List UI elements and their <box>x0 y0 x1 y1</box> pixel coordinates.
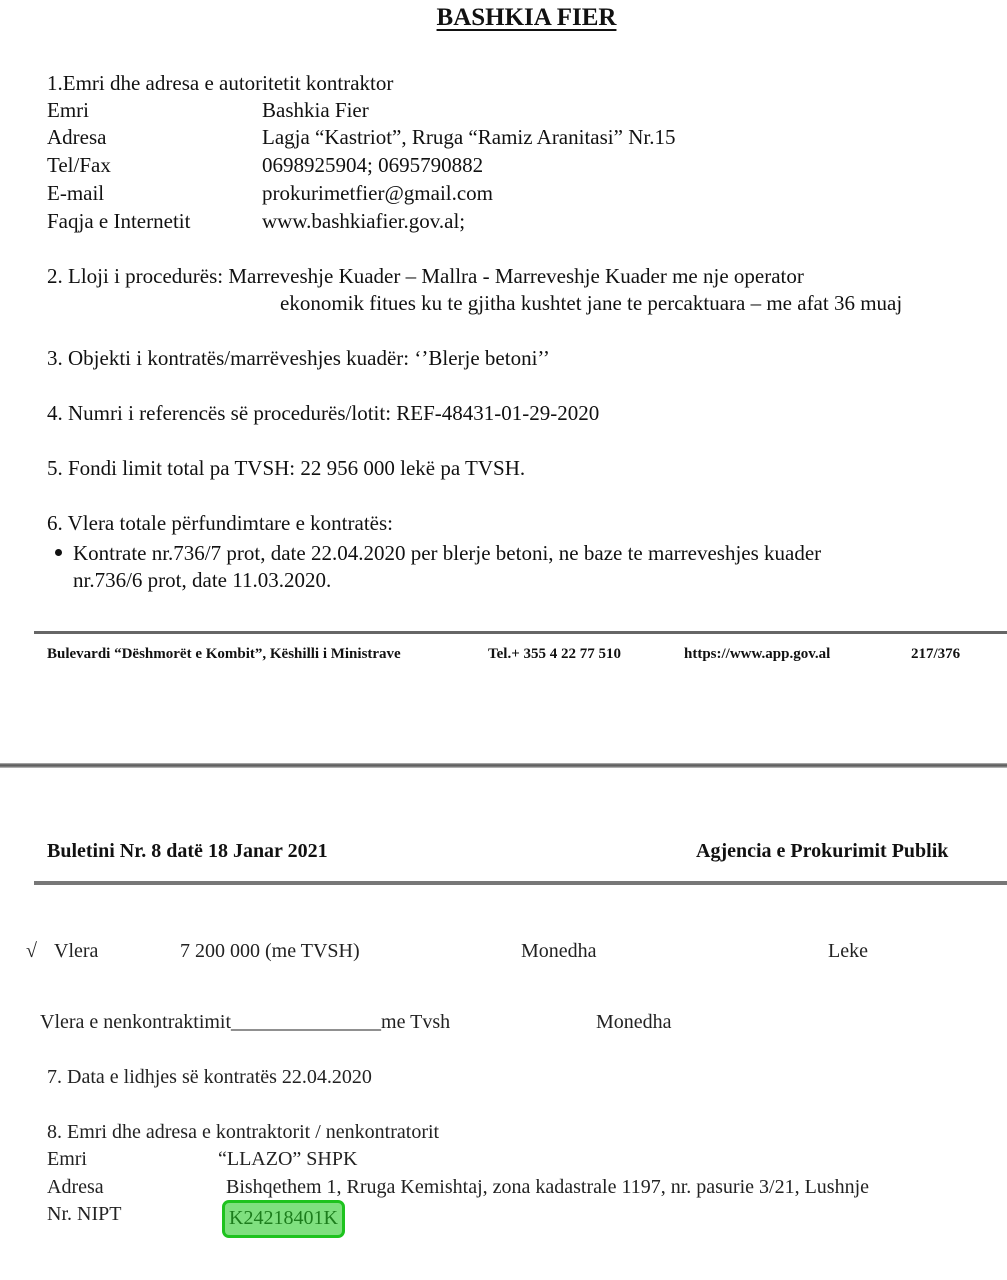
currency-label: Monedha <box>521 940 597 962</box>
contractor-address-value: Bishqethem 1, Rruga Kemishtaj, zona kadastrale 1197, nr. pasurie 3/21, Lushnje <box>226 1176 870 1198</box>
subcontract-label-text: Vlera e nenkontraktimit <box>40 1011 232 1033</box>
page-break-divider <box>0 763 1007 768</box>
authority-address-value: Lagja “Kastriot”, Rruga “Ramiz Aranitasi” Nr.15 <box>262 125 676 149</box>
contractor-name-value: “LLAZO” SHPK <box>218 1148 358 1170</box>
authority-address-label: Adresa <box>47 125 107 149</box>
contractor-address-label: Adresa <box>47 1176 104 1198</box>
contract-date: 7. Data e lidhjes së kontratës 22.04.2020 <box>47 1066 372 1088</box>
contractor-nipt-highlight: K24218401K <box>222 1200 345 1238</box>
authority-website-value: www.bashkiafier.gov.al; <box>262 209 466 233</box>
subcontract-suffix: me Tvsh <box>381 1011 451 1033</box>
document-title: BASHKIA FIER <box>436 4 617 31</box>
contractor-nipt-label: Nr. NIPT <box>47 1203 122 1225</box>
subcontract-blank: _______________ <box>231 1011 382 1033</box>
contract-bullet-line1: Kontrate nr.736/7 prot, date 22.04.2020 per blerje betoni, ne baze te marreveshjes kuader <box>73 541 822 565</box>
value-amount: 7 200 000 (me TVSH) <box>180 940 360 962</box>
bullet-icon <box>55 549 62 556</box>
fund-limit: 5. Fondi limit total pa TVSH: 22 956 000 lekë pa TVSH. <box>47 456 526 480</box>
footer-phone: Tel.+ 355 4 22 77 510 <box>488 646 622 662</box>
authority-website-label: Faqja e Internetit <box>47 209 191 233</box>
procedure-type-line1: 2. Lloji i procedurës: Marreveshje Kuader – Mallra - Marreveshje Kuader me nje operator <box>47 264 804 288</box>
footer-url[interactable]: https://www.app.gov.al <box>684 646 831 662</box>
authority-email-label: E-mail <box>47 181 105 205</box>
procedure-reference: 4. Numri i referencës së procedurës/lotit: REF-48431-01-29-2020 <box>47 401 600 425</box>
value-label: Vlera <box>54 940 99 962</box>
authority-phone-value: 0698925904; 0695790882 <box>262 153 484 177</box>
authority-email-value: prokurimetfier@gmail.com <box>262 181 494 205</box>
contract-object: 3. Objekti i kontratës/marrëveshjes kuadër: ‘’Blerje betoni’’ <box>47 346 550 370</box>
contractor-name-label: Emri <box>47 1148 87 1170</box>
authority-phone-label: Tel/Fax <box>47 153 111 177</box>
subcontract-label <box>40 1009 450 1036</box>
contract-bullet-line2: nr.736/6 prot, date 11.03.2020. <box>73 568 332 592</box>
final-value-heading: 6. Vlera totale përfundimtare e kontratës: <box>47 511 393 535</box>
contractor-heading: 8. Emri dhe adresa e kontraktorit / nenkontratorit <box>47 1121 440 1143</box>
authority-name-label: Emri <box>47 98 89 122</box>
subcontract-currency-label: Monedha <box>596 1011 672 1033</box>
currency-value: Leke <box>828 940 868 962</box>
footer-divider <box>34 631 1007 634</box>
check-icon: √ <box>26 940 37 962</box>
procedure-type-line2: ekonomik fitues ku te gjitha kushtet jane te percaktuara – me afat 36 muaj <box>280 291 903 315</box>
footer-page-number: 217/376 <box>911 646 961 662</box>
section1-heading: 1.Emri dhe adresa e autoritetit kontraktor <box>47 71 394 95</box>
bulletin-header: Buletini Nr. 8 datë 18 Janar 2021 <box>47 840 328 862</box>
agency-header: Agjencia e Prokurimit Publik <box>696 840 949 862</box>
authority-name-value: Bashkia Fier <box>262 98 369 122</box>
header-divider <box>34 881 1007 885</box>
footer-address: Bulevardi “Dëshmorët e Kombit”, Këshilli i Ministrave <box>47 646 401 662</box>
